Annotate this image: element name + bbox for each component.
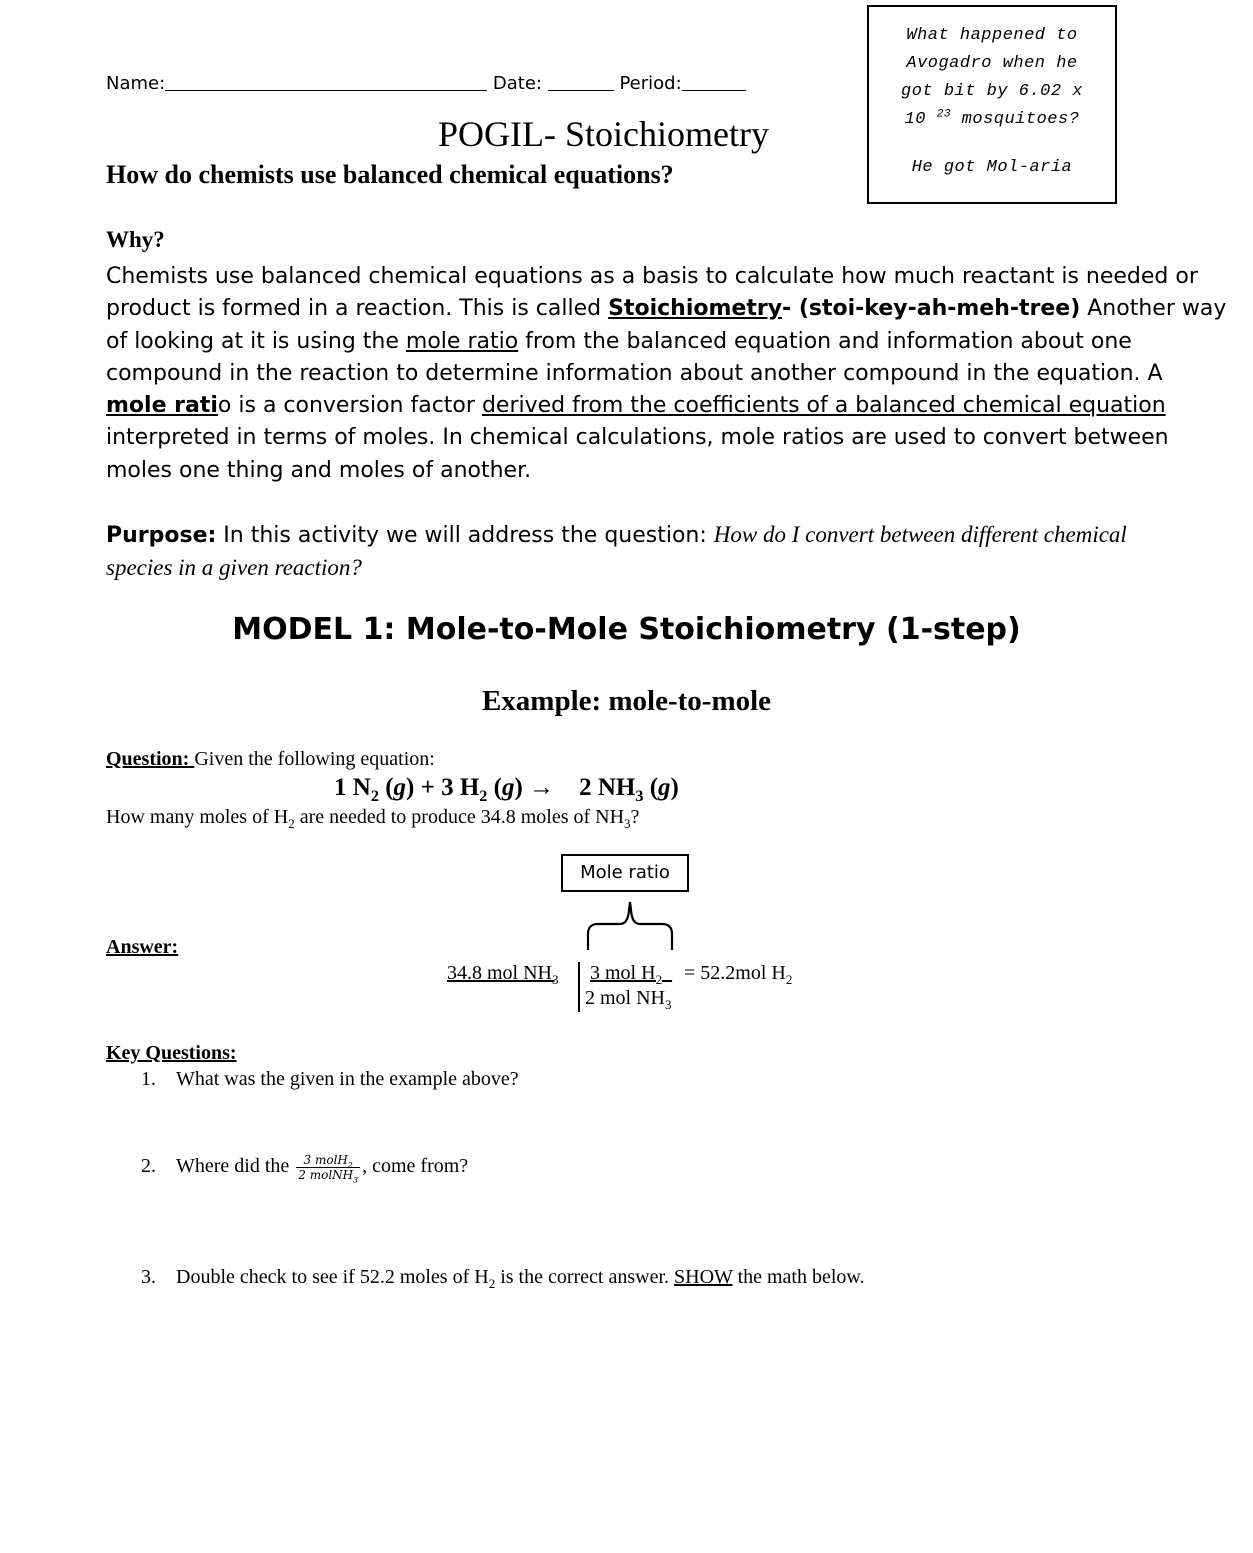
question-line: Question: Given the following equation: [106,748,435,770]
page-title: POGIL- Stoichiometry [438,114,769,154]
period-label: Period: [619,73,682,94]
ratio-denominator: 2 mol $NH_3$ [585,987,672,1012]
given-amount: 34.8 mol $NH_3$ [447,962,559,987]
why-line: compound in the reaction to determine information about another compound in the equation. A [106,360,1163,386]
reaction-arrow-icon: → [529,774,555,801]
purpose-label: Purpose: [106,523,217,548]
key-question-1: 1. What was the given in the example above? [141,1068,519,1090]
why-line: interpreted in terms of moles. In chemical calculations, mole ratios are used to convert between [106,425,1169,451]
joke-line-2: Avogadro when he [906,54,1078,73]
ratio-numerator: 3 mol $H_2$ [590,962,663,987]
why-heading: Why? [106,227,165,252]
joke-line-3: got bit by 6.02 x [901,82,1083,101]
why-line: mole ratio is a conversion factor derived from the coefficients of a balanced chemical equation [106,393,1166,419]
question-label: Question: [106,748,195,770]
date-blank[interactable] [548,72,614,91]
curly-brace-icon [580,896,680,956]
mole-ratio-callout: Mole ratio [561,854,689,892]
key-question-2: 2. Where did the $\frac{3 molH_2}{2 molNH_3}$ , come from? [141,1153,469,1185]
why-line: of looking at it is using the mole ratio from the balanced equation and information about one [106,328,1132,354]
calculation-result: = 52.2mol $H_2$ [684,962,793,987]
term-mole-ratio: mole ratio [405,328,519,354]
joke-box [867,5,1117,204]
period-blank[interactable] [682,72,746,91]
example-title: Example: mole-to-mole [481,685,772,717]
purpose-paragraph: Purpose: In this activity we will address the question: How do I convert between different chemical species in a given reaction? [106,522,1127,580]
answer-label: Answer: [106,936,179,958]
term-stoichiometry: Stoichiometry [608,296,783,322]
purpose-question: How do I convert between different chemical species in a given reaction? [106,522,1127,580]
mole-ratio-fraction: $\frac{3 molH_2}{2 molNH_3}$ [298,1153,359,1185]
calculation-divider [578,962,580,1012]
page-subtitle: How do chemists use balanced chemical equations? [106,160,674,189]
joke-line-4: 10 $^{23}$ mosquitoes? [904,108,1080,129]
balanced-equation: 1 $N_2$ (g) + 3 $H_2$ (g) → 2 $NH_3$ (g) [334,774,679,805]
key-question-3: 3. Double check to see if 52.2 moles of $H_2$ is the correct answer. SHOW the math below. [141,1266,865,1291]
model-title: MODEL 1: Mole-to-Mole Stoichiometry (1-step) [232,612,1021,647]
why-paragraph [106,261,1227,487]
why-line: product is formed in a reaction. This is called Stoichiometry- (stoi-key-ah-meh-tree) Another way [106,296,1227,322]
why-line: Chemists use balanced chemical equations as a basis to calculate how much reactant is needed or [106,264,1198,289]
joke-answer: He got Mol-aria [911,158,1073,177]
why-line: moles one thing and moles of another. [106,457,532,483]
how-many-question: How many moles of $H_2$ are needed to produce 34.8 moles of $NH_3$? [106,806,640,831]
term-mole-ratio-bold: mole rati [106,393,218,419]
date-label: Date: [492,73,542,94]
name-blank[interactable] [165,72,487,91]
student-info-row [106,72,746,94]
name-label: Name: [106,73,166,94]
key-questions-heading: Key Questions: [106,1042,237,1064]
joke-line-1: What happened to [906,26,1078,45]
